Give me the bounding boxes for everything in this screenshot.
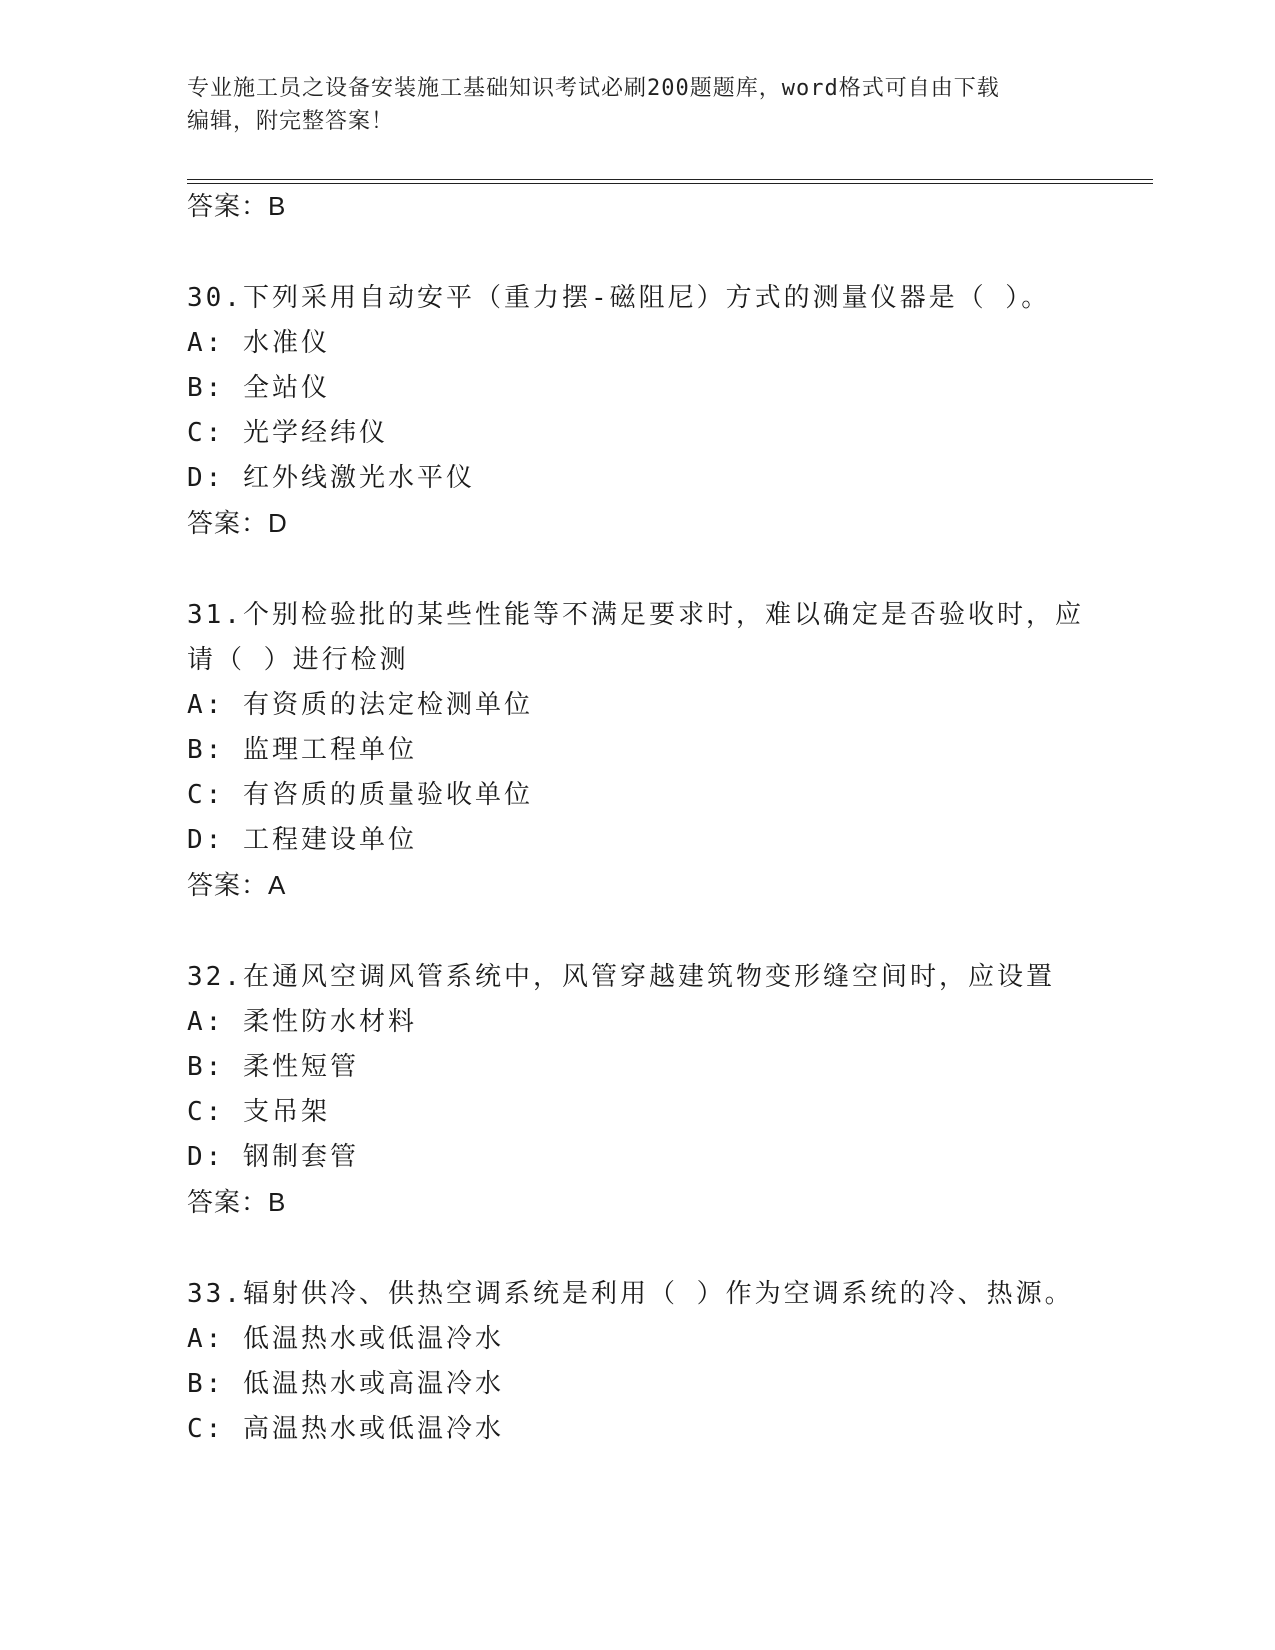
answer-line: 答案：D [187,508,288,538]
question-block [187,1272,1147,1452]
answer-line: 答案：B [187,1187,287,1217]
question-text-cont: 请（ ）进行检测 [187,645,409,675]
option-b: B: 监理工程单位 [187,735,417,765]
question-block [187,593,1147,908]
spacer [187,1225,1147,1272]
option-d: D: 红外线激光水平仪 [187,463,475,493]
spacer [187,908,1147,955]
option-a: A: 低温热水或低温冷水 [187,1324,504,1354]
answer-line: 答案：B [187,191,287,221]
option-d: D: 工程建设单位 [187,825,417,855]
question-list [187,184,1147,1452]
question-block [187,276,1147,546]
option-a: A: 水准仪 [187,328,330,358]
option-c: C: 高温热水或低温冷水 [187,1414,504,1444]
question-text: 31.个别检验批的某些性能等不满足要求时，难以确定是否验收时，应 [187,600,1084,630]
header-line-2: 编辑，附完整答案！ [187,109,395,134]
option-c: C: 有咨质的质量验收单位 [187,780,533,810]
question-text: 33.辐射供冷、供热空调系统是利用（ ）作为空调系统的冷、热源。 [187,1279,1074,1309]
option-d: D: 钢制套管 [187,1142,359,1172]
option-c: C: 光学经纬仪 [187,418,388,448]
question-text: 32.在通风空调风管系统中，风管穿越建筑物变形缝空间时，应设置 [187,962,1055,992]
spacer [187,546,1147,593]
header-line-1: 专业施工员之设备安装施工基础知识考试必刷200题题库，word格式可自由下载 [187,76,1000,101]
question-block [187,955,1147,1225]
option-c: C: 支吊架 [187,1097,330,1127]
option-b: B: 全站仪 [187,373,330,403]
header-rule-top [187,179,1153,180]
document-header [187,72,1087,138]
question-text: 30.下列采用自动安平（重力摆-磁阻尼）方式的测量仪器是（ ）。 [187,283,1051,313]
answer-line: 答案：A [187,870,287,900]
spacer [187,229,1147,276]
option-a: A: 有资质的法定检测单位 [187,690,533,720]
option-b: B: 低温热水或高温冷水 [187,1369,504,1399]
option-b: B: 柔性短管 [187,1052,359,1082]
option-a: A: 柔性防水材料 [187,1007,417,1037]
